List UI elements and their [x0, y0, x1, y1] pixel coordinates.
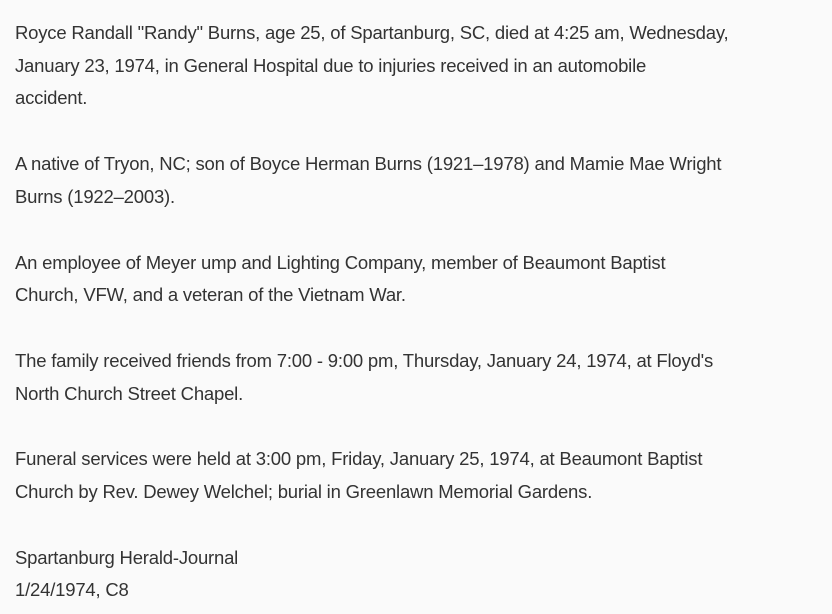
text-line: accident.: [15, 87, 88, 109]
paragraph-visitation: [15, 345, 832, 410]
text-line: An employee of Meyer ump and Lighting Company, member of Beaumont Baptist: [15, 251, 666, 273]
text-line: Church, VFW, and a veteran of the Vietnam War.: [15, 284, 406, 306]
text-line: The family received friends from 7:00 - 9:00 pm, Thursday, January 24, 1974, at Floyd's: [15, 349, 714, 371]
paragraph-death-notice: [15, 17, 832, 115]
paragraph-funeral: [15, 443, 832, 508]
text-line: North Church Street Chapel.: [15, 382, 244, 404]
source-publication: Spartanburg Herald-Journal: [15, 546, 239, 568]
text-line: A native of Tryon, NC; son of Boyce Herman Burns (1921–1978) and Mamie Mae Wright: [15, 153, 722, 175]
paragraph-employment: [15, 247, 832, 312]
text-line: Royce Randall "Randy" Burns, age 25, of Spartanburg, SC, died at 4:25 am, Wednesday,: [15, 22, 729, 43]
text-line: January 23, 1974, in General Hospital due to injuries received in an automobile: [15, 54, 647, 76]
text-line: Burns (1922–2003).: [15, 185, 175, 207]
paragraph-family: [15, 148, 832, 213]
source-date: 1/24/1974, C8: [15, 579, 129, 601]
text-line: Funeral services were held at 3:00 pm, Friday, January 25, 1974, at Beaumont Baptist: [15, 448, 703, 470]
paragraph-source: [15, 542, 832, 607]
text-line: Church by Rev. Dewey Welchel; burial in Greenlawn Memorial Gardens.: [15, 481, 593, 503]
